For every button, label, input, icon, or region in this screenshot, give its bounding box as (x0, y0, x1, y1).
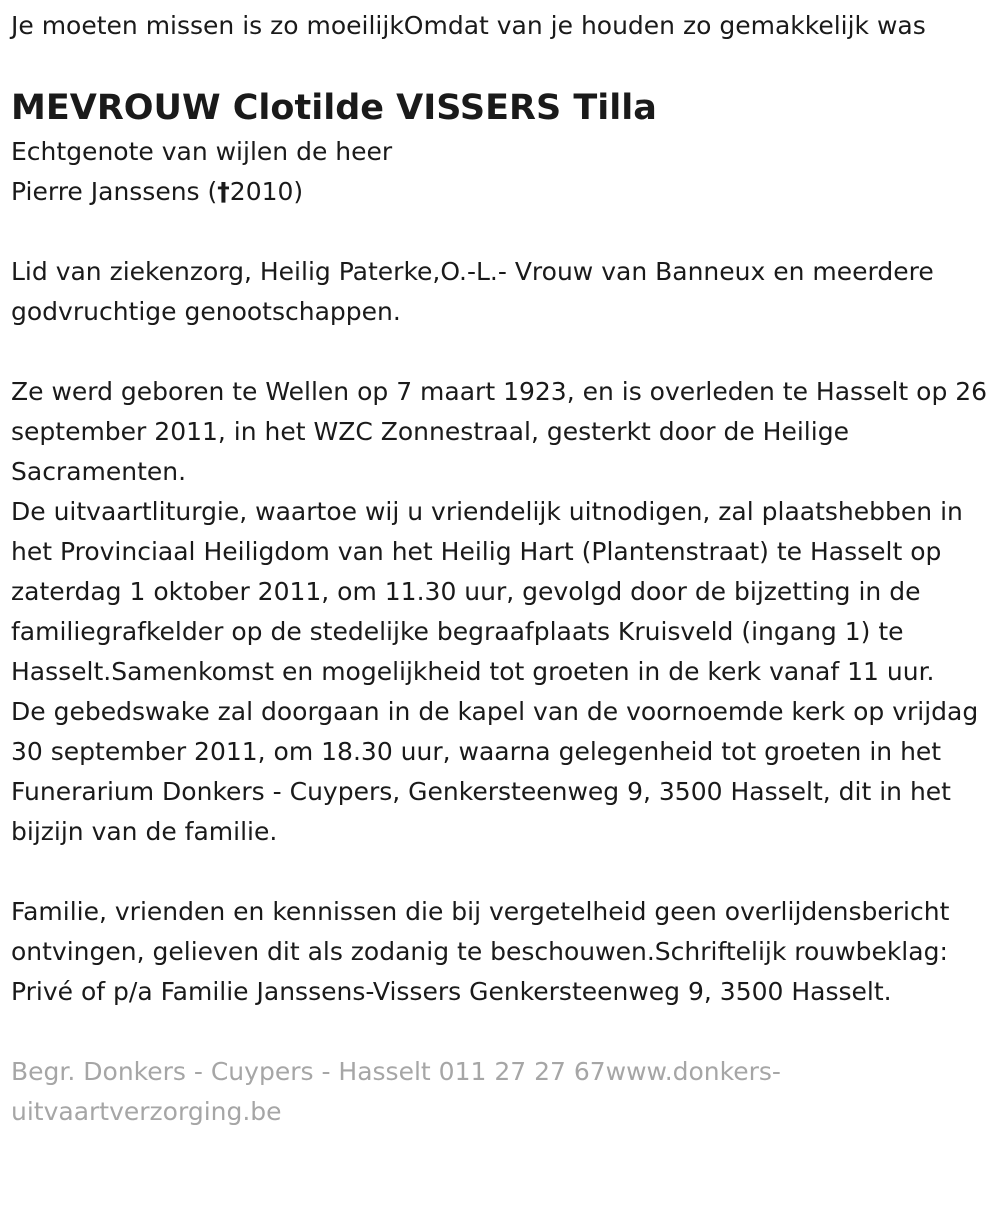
membership-paragraph: Lid van ziekenzorg, Heilig Paterke,O.-L.- Vrouw van Banneux en meerdere godvruchtige genootschappen. (11, 257, 934, 326)
closing-paragraph: Familie, vrienden en kennissen die bij vergetelheid geen overlijdensbericht ontvingen, gelieven dit als zodanig te beschouwen.Schriftelijk rouwbeklag: Privé of p/a Familie Janssens-Vissers Genkersteenweg 9, 3500 Hasselt. (11, 897, 950, 1006)
spacer (11, 1012, 989, 1052)
spouse-name-prefix: Pierre Janssens ( (11, 177, 218, 206)
spouse-death-year: 2010) (229, 177, 304, 206)
spouse-info (11, 132, 989, 212)
birth-death-paragraph: Ze werd geboren te Wellen op 7 maart 1923, en is overleden te Hasselt op 26 september 2011, in het WZC Zonnestraal, gesterkt door de Heilige Sacramenten. (11, 377, 988, 486)
motto-text: Je moeten missen is zo moeilijkOmdat van je houden zo gemakkelijk was (11, 11, 926, 40)
spouse-line-1: Echtgenote van wijlen de heer (11, 137, 393, 166)
spacer (11, 212, 989, 252)
spacer (11, 852, 989, 892)
funeral-paragraph: De uitvaartliturgie, waartoe wij u vriendelijk uitnodigen, zal plaatshebben in het Provinciaal Heiligdom van het Heilig Hart (Plantenstraat) te Hasselt op zaterdag 1 oktober 2011, om 11.30 uur, gevolgd door de bijzetting in de familiegrafkelder op de stedelijke begraafplaats Kruisveld (ingang 1) te Hasselt.Samenkomst en mogelijkheid tot groeten in de kerk vanaf 11 uur. (11, 497, 963, 686)
funeral-director-footer: Begr. Donkers - Cuypers - Hasselt 011 27 27 67www.donkers-uitvaartverzorging.be (11, 1057, 781, 1126)
deceased-name: MEVROUW Clotilde VISSERS Tilla (11, 88, 657, 128)
cross-icon: † (217, 177, 230, 206)
spacer (11, 332, 989, 372)
spouse-line-2 (11, 172, 989, 212)
vigil-paragraph: De gebedswake zal doorgaan in de kapel van de voornoemde kerk op vrijdag 30 september 2011, om 18.30 uur, waarna gelegenheid tot groeten in het Funerarium Donkers - Cuypers, Genkersteenweg 9, 3500 Hasselt, dit in het bijzijn van de familie. (11, 697, 979, 846)
